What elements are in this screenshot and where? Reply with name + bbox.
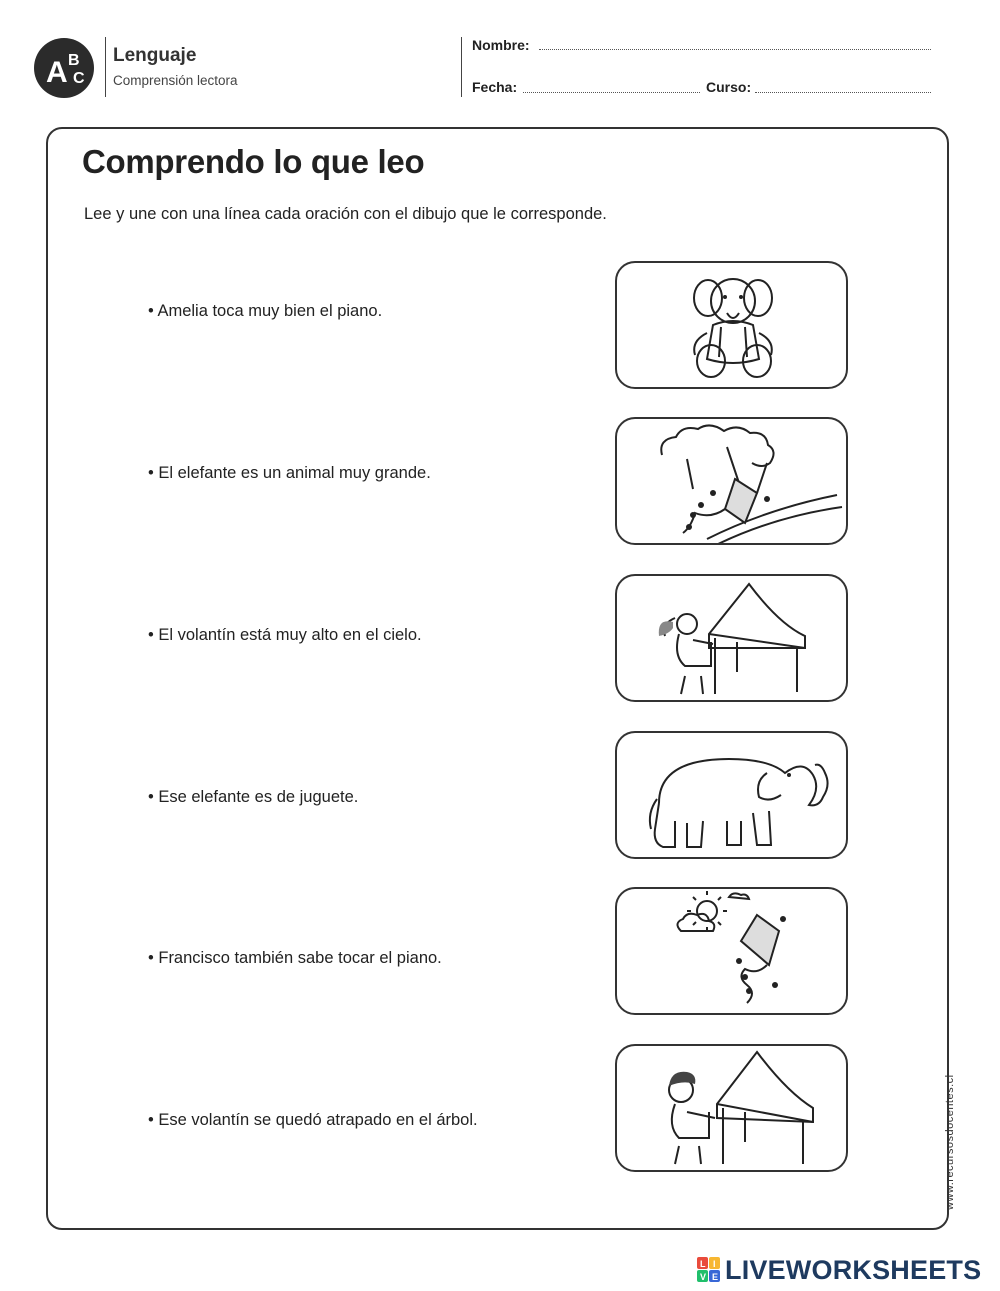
picture-box-5[interactable] [615, 887, 848, 1015]
badge-letter-v: V [700, 1272, 707, 1282]
badge-letter-e: E [712, 1272, 719, 1282]
name-label: Nombre: [472, 37, 530, 53]
course-label: Curso: [706, 79, 752, 95]
toy-elephant-icon [617, 263, 846, 387]
picture-box-4[interactable] [615, 731, 848, 859]
name-field[interactable] [539, 49, 931, 50]
sentence-2[interactable]: • El elefante es un animal muy grande. [148, 464, 431, 482]
sentence-1[interactable]: • Amelia toca muy bien el piano. [148, 302, 383, 320]
sentence-4[interactable]: • Ese elefante es de juguete. [148, 788, 359, 806]
sentence-5[interactable]: • Francisco también sabe tocar el piano. [148, 949, 442, 967]
picture-box-6[interactable] [615, 1044, 848, 1172]
kite-in-tree-icon [617, 419, 846, 545]
instruction-text: Lee y une con una línea cada oración con el dibujo que le corresponde. [84, 205, 607, 223]
picture-box-3[interactable] [615, 574, 848, 702]
page-title: Comprendo lo que leo [82, 143, 425, 180]
picture-box-2[interactable] [615, 417, 848, 545]
date-field[interactable] [523, 92, 700, 93]
subject-subtitle: Comprensión lectora [113, 73, 238, 88]
liveworksheets-brand [697, 1255, 981, 1285]
picture-box-1[interactable] [615, 261, 848, 389]
header-divider [105, 37, 106, 97]
source-url: www.recursosdocentes.cl [944, 1074, 956, 1210]
logo-letter-a: A [46, 56, 68, 89]
sentence-3[interactable]: • El volantín está muy alto en el cielo. [148, 626, 422, 644]
subject-title: Lenguaje [113, 45, 197, 66]
kite-sky-icon [617, 889, 846, 1013]
sentence-6[interactable]: • Ese volantín se quedó atrapado en el árbol. [148, 1111, 478, 1129]
boy-piano-icon [617, 1046, 846, 1170]
logo-letter-c: C [73, 70, 85, 87]
elephant-icon [617, 733, 846, 857]
fields-divider [461, 37, 462, 97]
badge-letter-i: I [713, 1259, 716, 1269]
course-field[interactable] [755, 92, 931, 93]
badge-letter-l: L [700, 1259, 706, 1269]
abc-logo [33, 37, 95, 99]
brand-text[interactable]: LIVEWORKSHEETS [725, 1254, 982, 1285]
logo-letter-b: B [68, 52, 80, 69]
girl-piano-icon [617, 576, 846, 700]
date-label: Fecha: [472, 79, 518, 95]
live-badge-icon [697, 1257, 721, 1283]
